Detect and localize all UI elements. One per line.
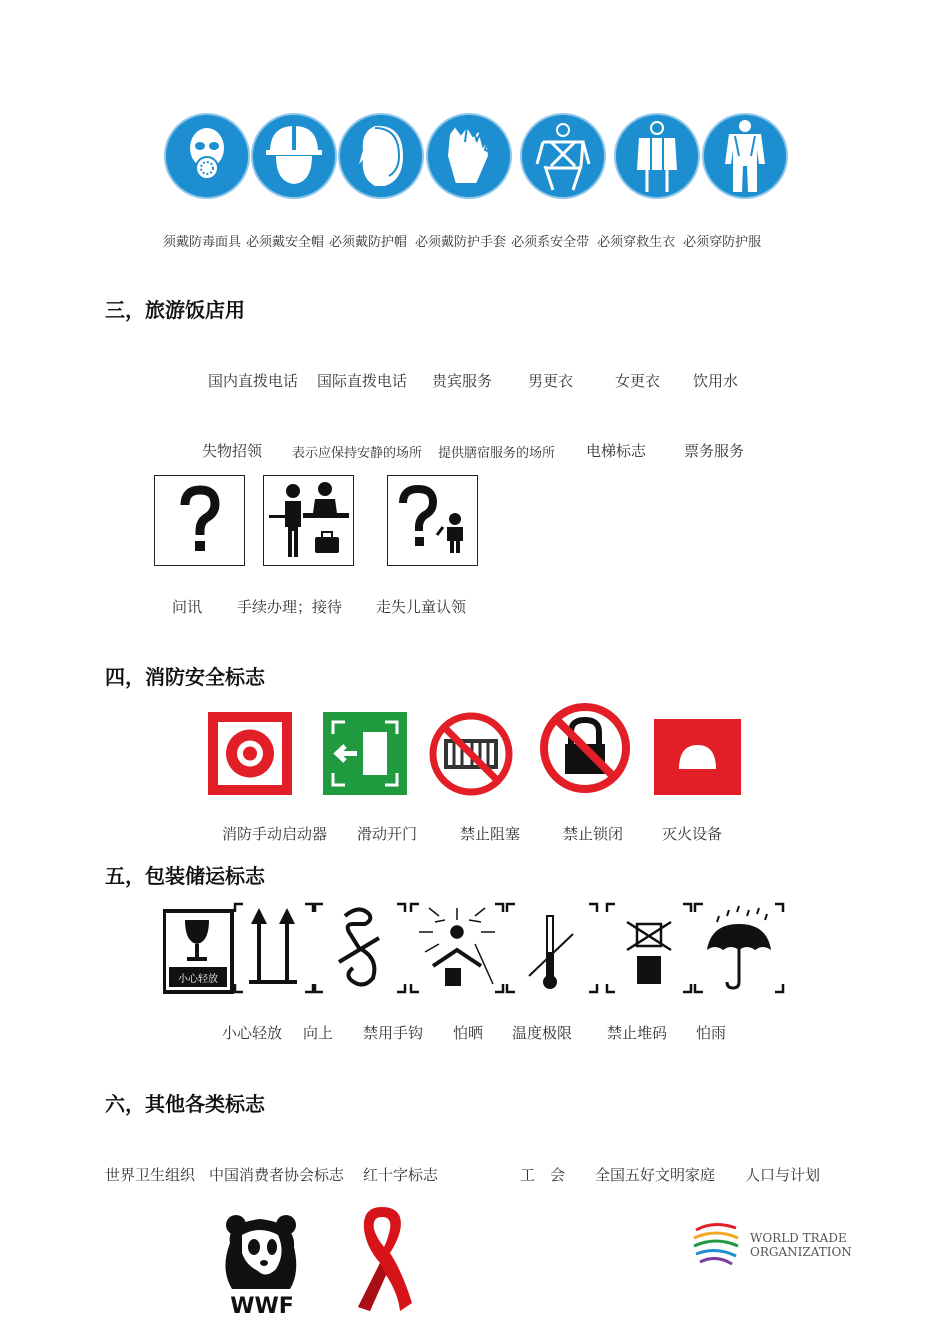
- section-heading-hotel: 三，旅游饭店用: [105, 298, 245, 322]
- hotel-icon-caption: 手续办理；接待: [237, 598, 343, 616]
- question-mark-icon: [154, 475, 245, 566]
- hotel-icon-caption: 问讯: [172, 598, 203, 616]
- section-heading-packaging: 五，包装储运标志: [105, 864, 265, 888]
- packaging-caption: 小心轻放: [222, 1024, 283, 1042]
- thermometer-icon: [529, 916, 573, 989]
- fire-caption: 禁止阻塞: [460, 825, 521, 843]
- other-caption: 红十字标志: [363, 1166, 439, 1184]
- hotel-caption: 贵宾服务: [432, 372, 493, 390]
- keep-away-from-sun-icon: [419, 908, 495, 986]
- gloves-icon: [427, 114, 511, 198]
- packaging-caption: 禁用手钩: [363, 1024, 424, 1042]
- fire-equipment-sign: [654, 719, 741, 795]
- ppe-caption: 必须穿救生衣: [597, 235, 676, 250]
- safety-harness-icon: [521, 114, 605, 198]
- hotel-caption: 女更衣: [615, 372, 661, 390]
- other-caption: 工 会: [520, 1166, 566, 1184]
- ppe-caption-row: [163, 231, 761, 250]
- hotel-caption: 票务服务: [684, 442, 745, 460]
- hard-hat-icon: [252, 114, 336, 198]
- other-caption: 全国五好文明家庭: [595, 1166, 716, 1184]
- protective-suit-icon: [703, 114, 787, 198]
- no-hooks-icon: [339, 909, 379, 984]
- this-way-up-icon: [249, 908, 297, 984]
- fire-caption: 消防手动启动器: [222, 825, 328, 843]
- packaging-caption: 禁止堆码: [607, 1024, 668, 1042]
- no-blocking-sign: [428, 711, 514, 797]
- fire-caption: 禁止锁闭: [563, 825, 624, 843]
- packaging-caption: 怕晒: [453, 1024, 484, 1042]
- life-vest-icon: [615, 114, 699, 198]
- section-heading-other: 六，其他各类标志: [105, 1092, 265, 1116]
- no-blocking-icon: [428, 711, 514, 797]
- hotel-caption: 失物招领: [202, 442, 263, 460]
- other-caption: 世界卫生组织: [105, 1166, 196, 1184]
- wwf-logo: [220, 1213, 304, 1317]
- panda-icon: [220, 1213, 304, 1317]
- wto-line2: ORGANIZATION: [750, 1245, 852, 1259]
- wto-icon: [692, 1220, 854, 1268]
- red-ribbon-logo: [350, 1203, 414, 1313]
- manual-fire-alarm-sign: [208, 712, 292, 795]
- lost-child-sign: [387, 475, 478, 566]
- padlock-prohibited-icon: [539, 702, 631, 794]
- section-heading-fire-safety: 四，消防安全标志: [105, 665, 265, 689]
- hotel-caption: 国际直拨电话: [317, 372, 408, 390]
- sliding-door-sign: [323, 712, 407, 795]
- reception-sign: [263, 475, 354, 566]
- hotel-caption: 国内直拨电话: [208, 372, 299, 390]
- protective-cap-icon: [339, 114, 423, 198]
- packaging-sign-row: [163, 902, 788, 994]
- wto-logo: [692, 1220, 854, 1268]
- hotel-caption: 提供膳宿服务的场所: [438, 446, 556, 461]
- other-caption: 人口与计划: [745, 1166, 821, 1184]
- packaging-caption: 怕雨: [696, 1024, 727, 1042]
- hotel-caption: 男更衣: [528, 372, 574, 390]
- fire-caption: 滑动开门: [357, 825, 418, 843]
- ppe-sign-row: [163, 112, 788, 200]
- sliding-door-icon: [323, 712, 407, 795]
- hotel-caption: 饮用水: [693, 372, 739, 390]
- hotel-caption: 电梯标志: [586, 442, 647, 460]
- hotel-caption: 表示应保持安静的场所: [292, 446, 423, 461]
- fire-alarm-button-icon: [208, 712, 292, 795]
- red-ribbon-icon: [350, 1203, 414, 1313]
- ppe-caption: 必须穿防护服: [683, 235, 762, 250]
- hotel-icon-caption: 走失儿童认领: [376, 598, 467, 616]
- keep-dry-umbrella-icon: [707, 906, 771, 988]
- ppe-caption: 必须戴安全帽: [246, 235, 325, 250]
- ppe-caption: 须戴防毒面具: [163, 235, 242, 250]
- ppe-caption: 必须戴防护帽: [329, 235, 408, 250]
- fire-caption: 灭火设备: [662, 825, 723, 843]
- gas-mask-icon: [165, 114, 249, 198]
- fire-equipment-icon: [654, 719, 741, 795]
- information-sign: [154, 475, 245, 566]
- other-caption: 中国消费者协会标志: [209, 1166, 345, 1184]
- ppe-caption: 必须系安全带: [511, 235, 590, 250]
- wto-line1: WORLD TRADE: [750, 1231, 847, 1245]
- packaging-caption: 向上: [303, 1024, 334, 1042]
- no-stacking-icon: [627, 922, 671, 984]
- wwf-text: WWF: [230, 1294, 294, 1317]
- ppe-caption: 必须戴防护手套: [415, 235, 507, 250]
- fragile-label: 小心轻放: [178, 974, 218, 985]
- lost-child-icon: [387, 475, 478, 566]
- packaging-caption: 温度极限: [512, 1024, 573, 1042]
- reception-desk-icon: [263, 475, 354, 566]
- no-locking-sign: [539, 702, 631, 794]
